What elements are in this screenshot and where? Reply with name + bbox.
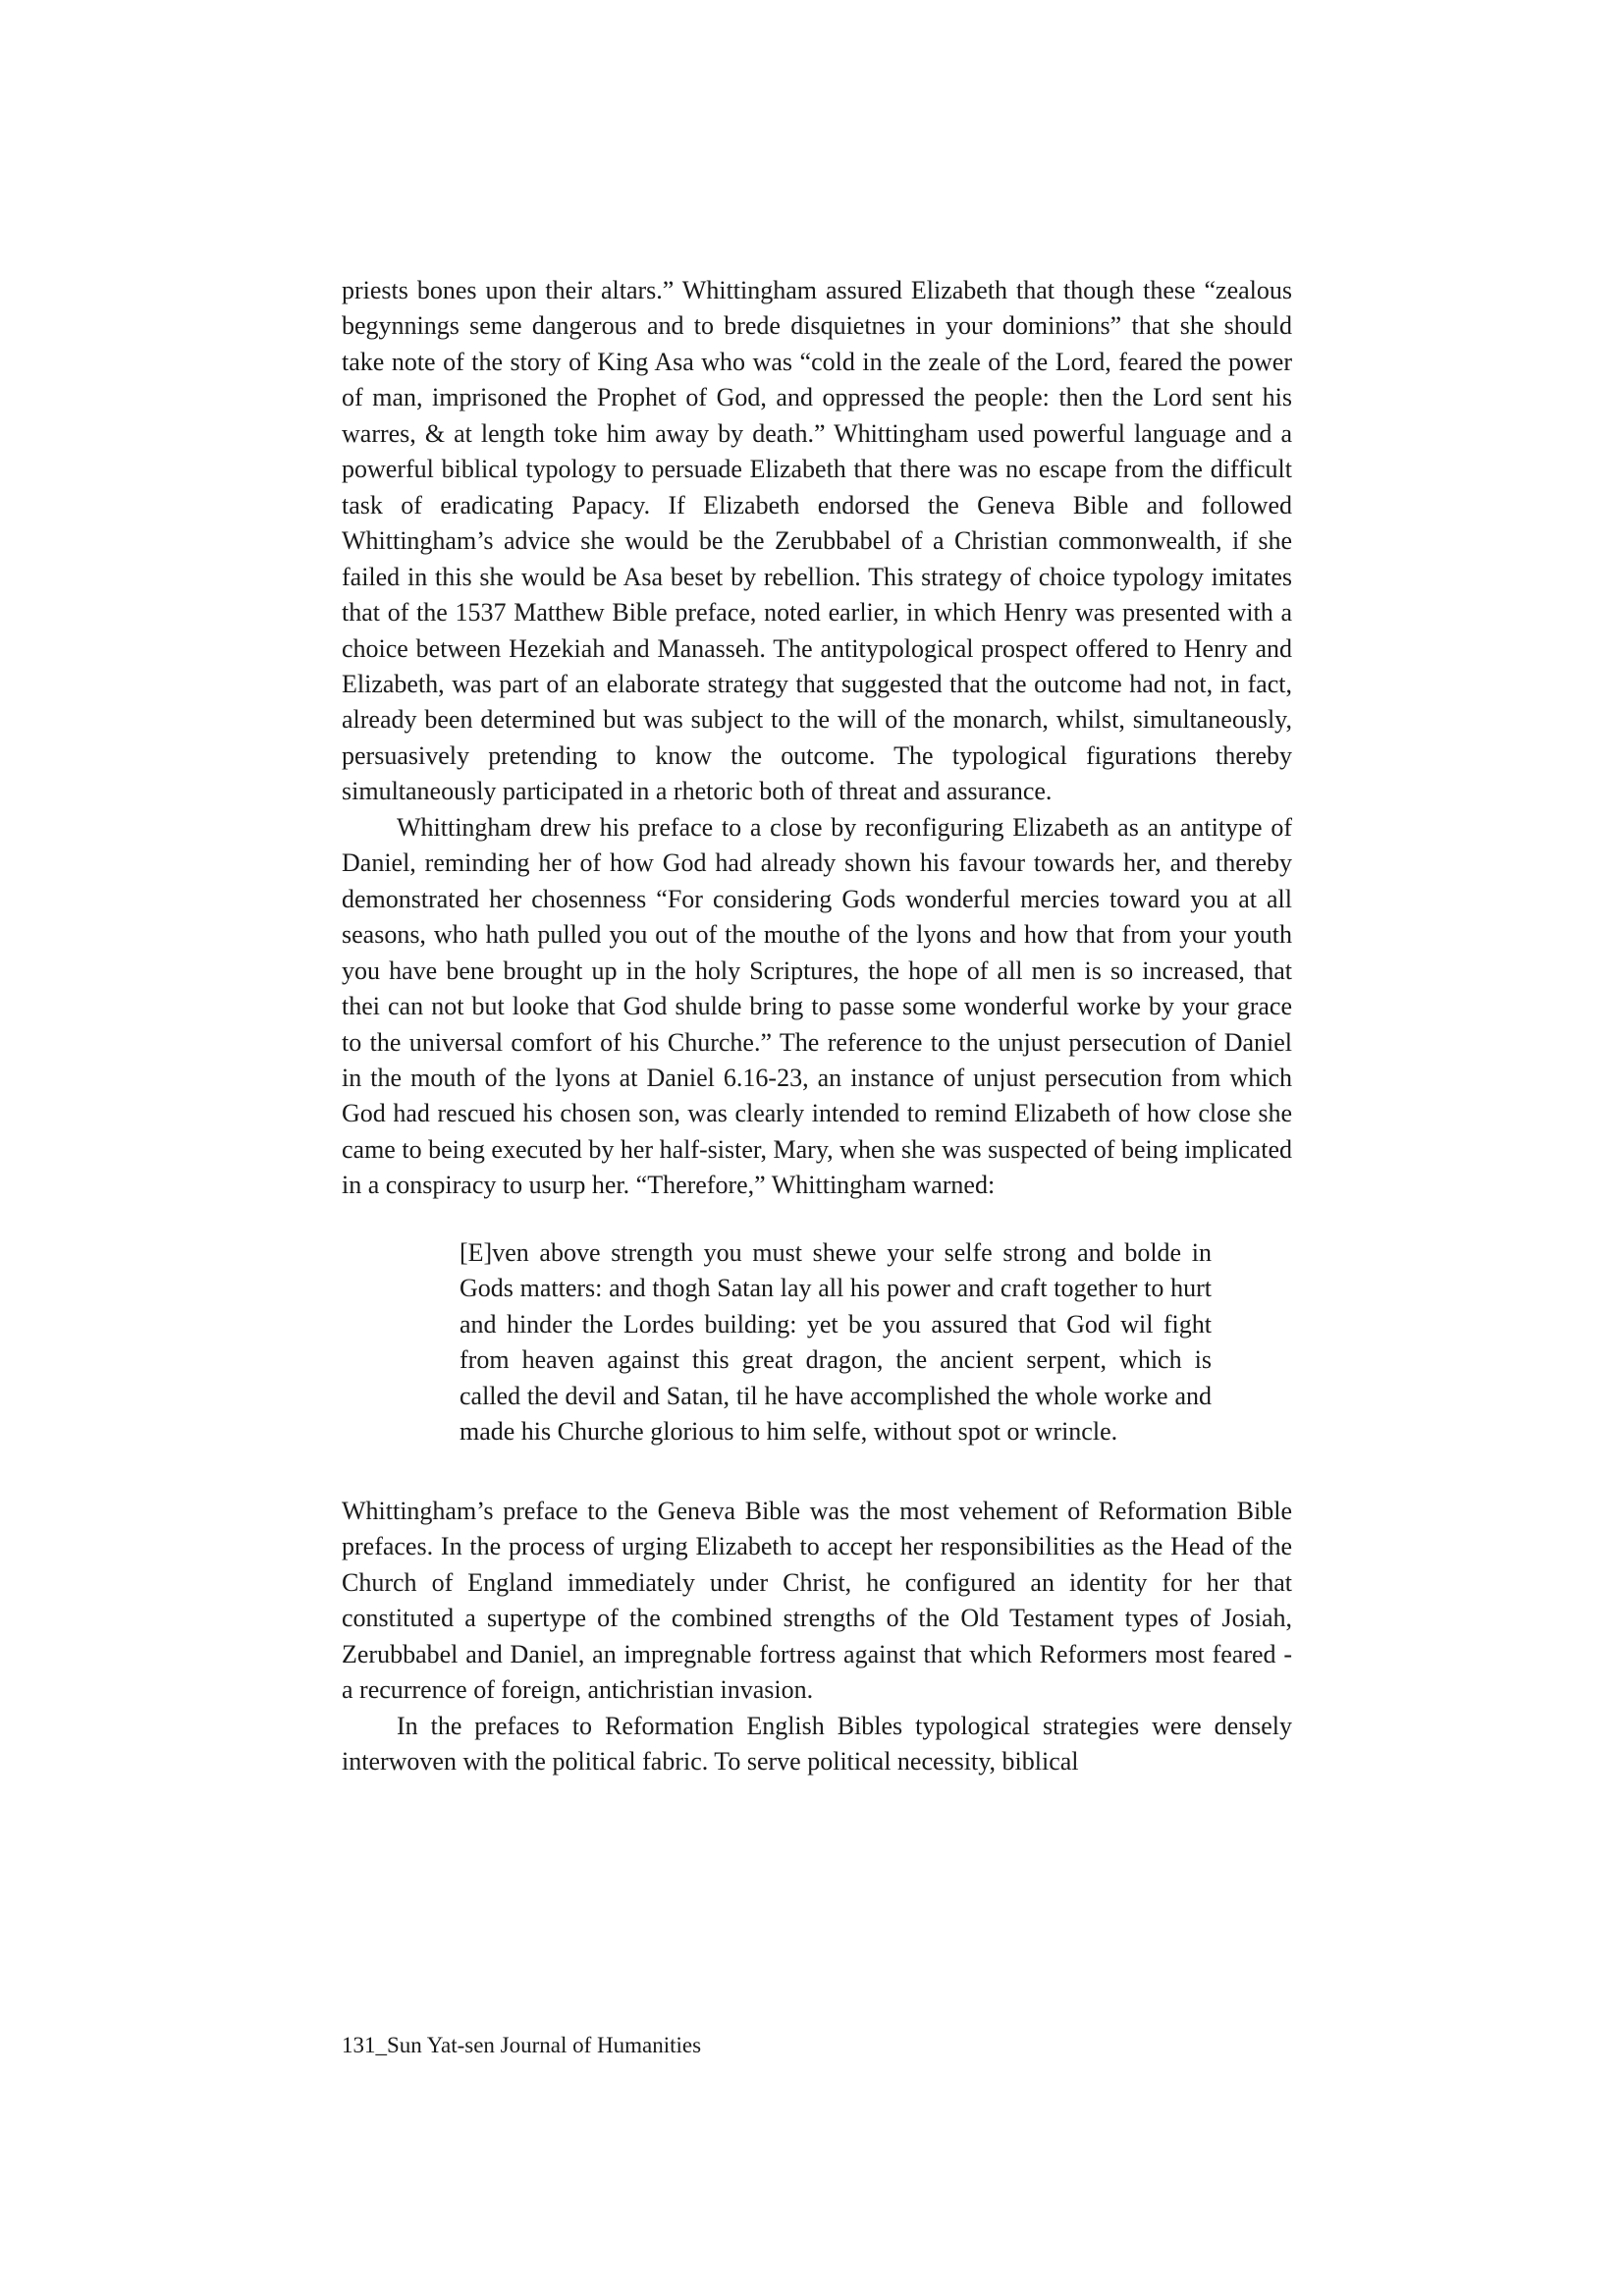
page-footer: 131_Sun Yat-sen Journal of Humanities [342,2033,702,2057]
block-quote: [E]ven above strength you must shewe your selfe strong and bolde in Gods matters: and thogh Satan lay all his power and craft together to hurt and hinder the Lordes building: yet be you assured that God wil fight from heaven against this great dragon, the ancient serpent, which is called the devil and Satan, til he have accomplished the whole worke and made his Churche glorious to him selfe, without spot or wrincle. [460,1237,1212,1447]
body-paragraph: Whittingham drew his preface to a close by reconfiguring Elizabeth as an antitype of Daniel, reminding her of how God had already shown his favour towards her, and thereby demonstrated her chosenness “For considering Gods wonderful mercies toward you at all seasons, who hath pulled you out of the mouthe of the lyons and how that from your youth you have bene brought up in the holy Scriptures, the hope of all men is so increased, that thei can not but looke that God shulde bring to passe some wonderful worke by your grace to the universal comfort of his Churche.” The reference to the unjust persecution of Daniel in the mouth of the lyons at Daniel 6.16-23, an instance of unjust persecution from which God had rescued his chosen son, was clearly intended to remind Elizabeth of how close she came to being executed by her half-sister, Mary, when she was suspected of being implicated in a conspiracy to usurp her. “Therefore,” Whittingham warned: [342,812,1292,1200]
body-paragraph: Whittingham’s preface to the Geneva Bible was the most vehement of Reformation Bible prefaces. In the process of urging Elizabeth to accept her responsibilities as the Head of the Church of England immediately under Christ, he configured an identity for her that constituted a supertype of the combined strengths of the Old Testament types of Josiah, Zerubbabel and Daniel, an impregnable fortress against that which Reformers most feared - a recurrence of foreign, antichristian invasion. [342,1496,1292,1705]
page-body [342,273,1292,1779]
body-paragraph: priests bones upon their altars.” Whittingham assured Elizabeth that though these “zealous begynnings seme dangerous and to brede disquietnes in your dominions” that she should take note of the story of King Asa who was “cold in the zeale of the Lord, feared the power of man, imprisoned the Prophet of God, and oppressed the people: then the Lord sent his warres, & at length toke him away by death.” Whittingham used powerful language and a powerful biblical typology to persuade Elizabeth that there was no escape from the difficult task of eradicating Papacy. If Elizabeth endorsed the Geneva Bible and followed Whittingham’s advice she would be the Zerubbabel of a Christian commonwealth, if she failed in this she would be Asa beset by rebellion. This strategy of choice typology imitates that of the 1537 Matthew Bible preface, noted earlier, in which Henry was presented with a choice between Hezekiah and Manasseh. The antitypological prospect offered to Henry and Elizabeth, was part of an elaborate strategy that suggested that the outcome had not, in fact, already been determined but was subject to the will of the monarch, whilst, simultaneously, persuasively pretending to know the outcome. The typological figurations thereby simultaneously participated in a rhetoric both of threat and assurance. [342,276,1292,806]
body-paragraph: In the prefaces to Reformation English Bibles typological strategies were densely interwoven with the political fabric. To serve political necessity, biblical [342,1711,1292,1776]
